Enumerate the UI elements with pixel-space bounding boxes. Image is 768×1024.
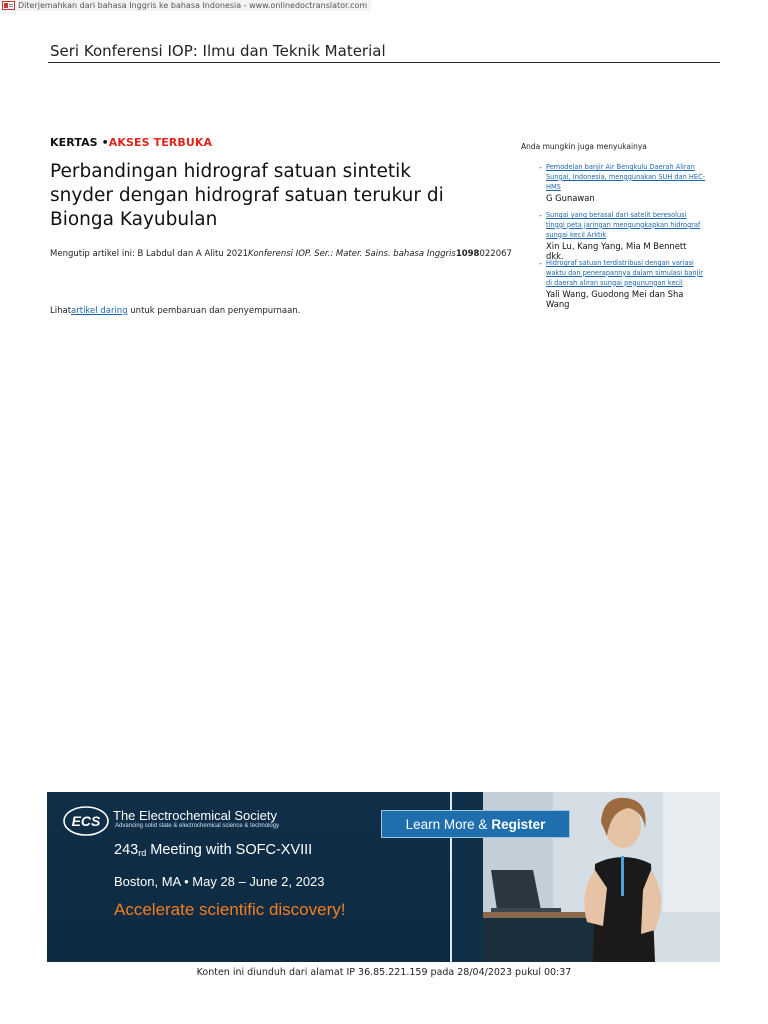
related-heading: Anda mungkin juga menyukainya xyxy=(521,142,647,151)
download-note: Konten ini diunduh dari alamat IP 36.85.221.159 pada 28/04/2023 pukul 00:37 xyxy=(196,967,572,978)
meeting-ordinal: rd xyxy=(138,848,147,858)
meeting-suffix: Meeting with SOFC-XVIII xyxy=(146,842,313,858)
related-item-authors: Yali Wang, Guodong Mei dan Sha Wang xyxy=(546,289,684,310)
open-access-label: AKSES TERBUKA xyxy=(108,136,213,149)
ecs-logo-text: ECS xyxy=(71,813,101,829)
header-divider xyxy=(48,62,720,63)
button-label-emphasis: Register xyxy=(491,816,546,832)
society-tagline: Advancing solid state & electrochemical science & technology xyxy=(115,823,280,829)
button-label: Learn More & xyxy=(405,816,488,832)
meeting-location: Boston, MA • May 28 – June 2, 2023 xyxy=(114,874,325,889)
paper-label: KERTAS • xyxy=(50,136,109,149)
article-type-label xyxy=(50,136,212,149)
meeting-number: 243 xyxy=(114,842,139,858)
related-item xyxy=(540,163,705,203)
related-item-authors: G Gunawan xyxy=(546,193,595,204)
related-item-authors: Xin Lu, Kang Yang, Mia M Bennett dkk. xyxy=(546,241,687,262)
citation-prefix: Mengutip artikel ini: B Labdul dan A Alitu 2021 xyxy=(50,249,249,259)
journal-title: Seri Konferensi IOP: Ilmu dan Teknik Material xyxy=(50,42,386,60)
list-bullet: - xyxy=(539,259,542,268)
list-bullet: - xyxy=(539,211,542,220)
related-item-link[interactable]: Hidrograf satuan terdistribusi dengan variasi waktu dan penerapannya dalam simulasi banjir di daerah aliran sungai pegunungan kecil xyxy=(546,259,703,287)
translator-link[interactable]: Diterjemahkan dari bahasa Inggris ke bahasa Indonesia - www.onlinedoctranslator.com xyxy=(18,1,368,10)
list-bullet: - xyxy=(539,163,542,172)
article-title: Perbandingan hidrograf satuan sintetik snyder dengan hidrograf satuan terukur di Bionga Kayubulan xyxy=(50,161,444,230)
online-article-note xyxy=(50,306,300,316)
citation xyxy=(50,249,512,259)
related-item xyxy=(540,211,705,261)
citation-article-number: 022067 xyxy=(479,249,512,259)
meeting-title xyxy=(114,842,312,858)
citation-volume: 1098 xyxy=(455,249,480,259)
related-item-link[interactable]: Pemodelan banjir Air Bengkulu Daerah Aliran Sungai, Indonesia, menggunakan SUH dan HEC-HMS xyxy=(546,163,705,191)
ecs-advertisement-banner[interactable] xyxy=(47,792,720,962)
learn-more-register-button[interactable] xyxy=(381,810,570,838)
translator-bar xyxy=(2,0,371,11)
society-name: The Electrochemical Society xyxy=(113,808,278,823)
translator-icon xyxy=(2,1,15,10)
online-note-suffix: untuk pembaruan dan penyempurnaan. xyxy=(127,306,301,316)
online-note-prefix: Lihat xyxy=(50,306,72,316)
related-item-link[interactable]: Sungai yang berasal dari satelit beresolusi tinggi peta jaringan mengungkapkan hidrograf sungai kecil Arktik xyxy=(546,211,701,239)
banner-cta-text: Accelerate scientific discovery! xyxy=(114,900,346,919)
ecs-logo-icon xyxy=(63,806,109,836)
citation-journal: Konferensi IOP. Ser.: Mater. Sains. bahasa Inggris xyxy=(248,249,456,259)
online-article-link[interactable]: artikel daring xyxy=(71,306,128,316)
related-item xyxy=(540,259,705,309)
